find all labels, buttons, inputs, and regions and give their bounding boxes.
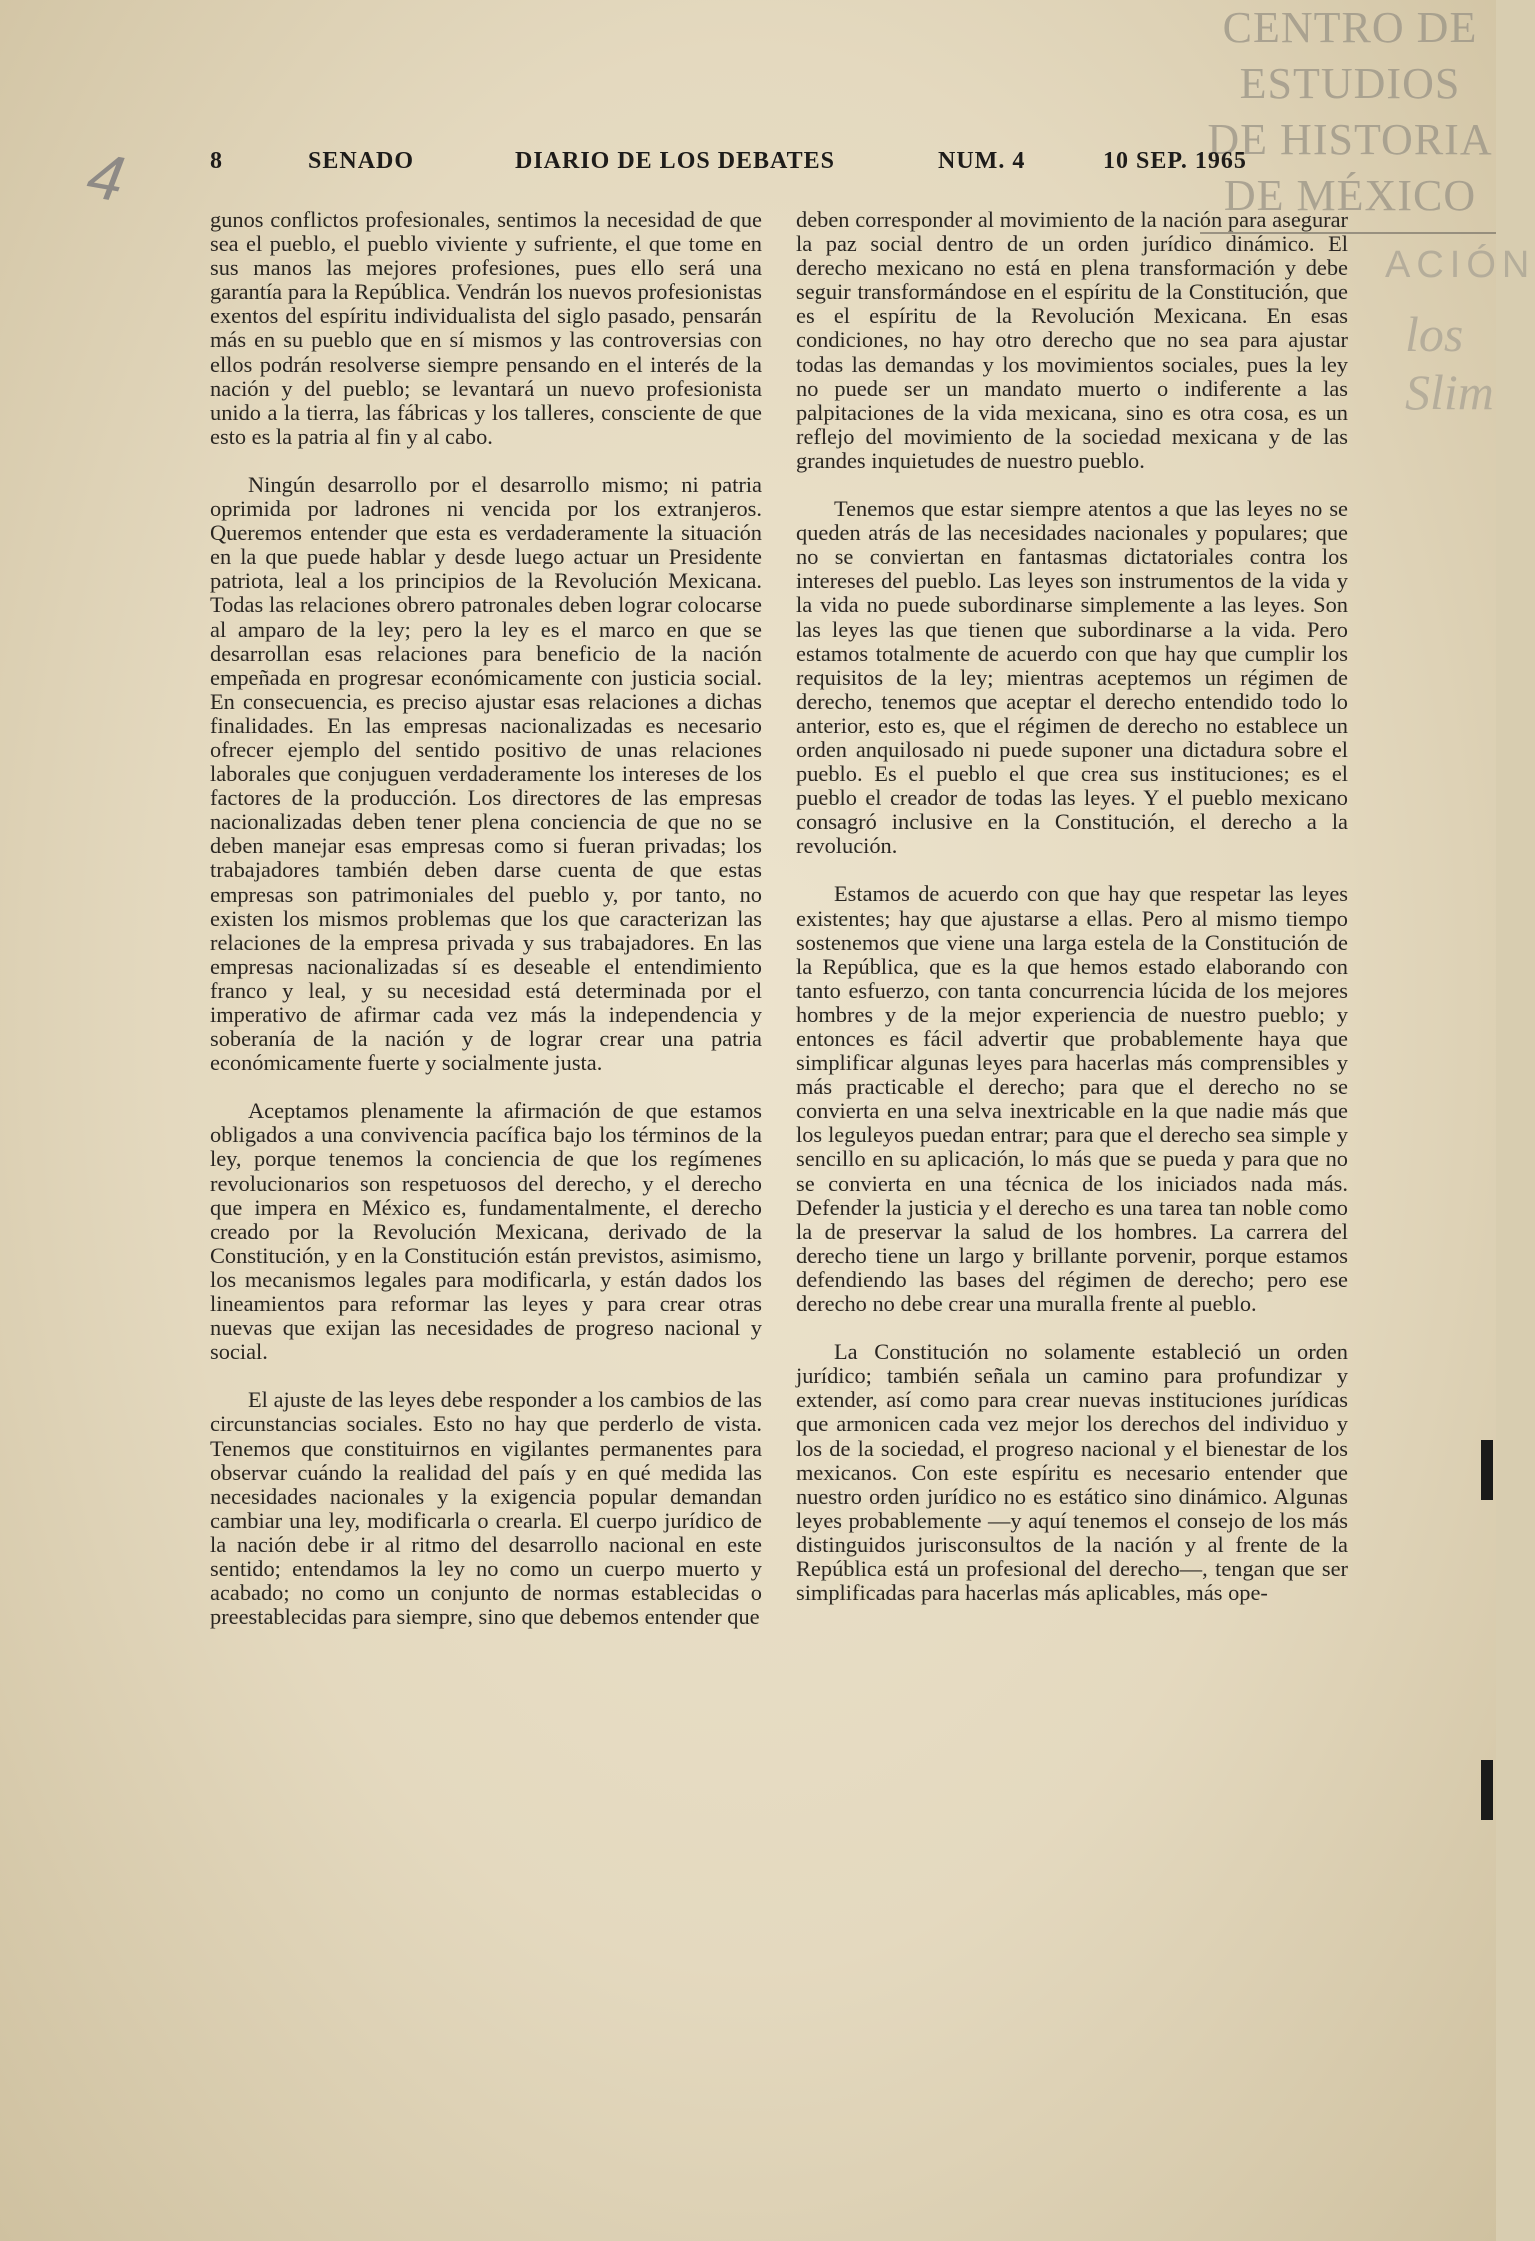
paragraph: deben corresponder al movimiento de la nación para asegurar la paz social dentro de un orden jurídico dinámico. El derecho mexicano no está en plena transformación y debe seguir transformándose en el espíritu de la Constitución, que es el espíritu de la Revolución Mexicana. En esas condiciones, no hay otro derecho que no sea para ajustar todas las demandas y los movimientos sociales, pues la ley no puede ser un mandato muerto o indiferente a las palpitaciones de la vida mexicana, sino es otra cosa, es un reflejo del movimiento de la sociedad mexicana y de las grandes inquietudes de nuestro pueblo. (796, 207, 1348, 473)
paragraph: La Constitución no solamente estableció un orden jurídico; también señala un camino para profundizar y extender, así como para crear nuevas instituciones jurídicas que armonicen cada vez mejor los derechos del individuo y los de la sociedad, el progreso nacional y el bienestar de los mexicanos. Con este espíritu es necesario entender que nuestro orden jurídico no es estático sino dinámico. Algunas leyes probablemente —y aquí tenemos el consejo de los más distinguidos jurisconsultos de la nación y al frente de la República está un profesional del derecho—, tengan que ser simplificadas para hacerlas más aplicables, más ope- (796, 1339, 1348, 1606)
pencil-mark: 4 (82, 138, 130, 216)
paragraph: Tenemos que estar siempre atentos a que las leyes no se queden atrás de las necesidades nacionales y populares; que no se conviertan en fantasmas dictatoriales contra los intereses del pueblo. Las leyes son instrumentos de la vida y la vida no puede subordinarse simplemente a las leyes. Son las leyes las que tienen que subordinarse a la vida. Pero estamos totalmente de acuerdo con que hay que cumplir los requisitos de la ley; mientras aceptemos un régimen de derecho, tenemos que aceptar el derecho entendido todo lo anterior, esto es, que el régimen de derecho no establece un orden anquilosado ni puede suponer una dictadura sobre el pueblo. Es el pueblo el que crea sus instituciones; es el pueblo el creador de todas las leyes. Y el pueblo mexicano consagró inclusive en la Constitución, el derecho a la revolución. (796, 496, 1348, 859)
issue-date: 10 SEP. 1965 (1103, 148, 1247, 174)
archive-watermark (1200, 0, 1500, 224)
page-number: 8 (210, 148, 223, 174)
scan-edge-mark (1481, 1440, 1493, 1500)
watermark-line: ESTUDIOS (1239, 59, 1461, 108)
paragraph: Aceptamos plenamente la afirmación de que estamos obligados a una convivencia pacífica bajo los términos de la ley, porque tenemos la conciencia de que los regímenes revolucionarios son respetuosos del derecho, y el derecho que impera en México es, fundamentalmente, el derecho creado por la Revolución Mexicana, derivado de la Constitución, y en la Constitución están previstos, asimismo, los mecanismos legales para modificarla, y están dados los lineamientos para reformar las leyes y para crear otras nuevas que exijan las necesidades de progreso nacional y social. (210, 1098, 762, 1365)
scan-edge-mark (1481, 1760, 1493, 1820)
page-header (210, 148, 1250, 182)
watermark-line: CENTRO DE (1222, 3, 1478, 52)
paragraph: El ajuste de las leyes debe responder a los cambios de las circunstancias sociales. Esto no hay que perderlo de vista. Tenemos que constituirnos en vigilantes permanentes para observar cuándo la realidad del país y en qué medida las necesidades nacionales y la exigencia popular demandan cambiar una ley, modificarla o crearla. El cuerpo jurídico de la nación debe ir al ritmo del desarrollo nacional en este sentido; entendamos la ley no como un cuerpo muerto y acabado; no como un conjunto de normas establecidas o preestablecidas para siempre, sino que debemos entender que (210, 1387, 762, 1630)
watermark-side-text: ACIÓN (1385, 244, 1535, 286)
left-column (210, 208, 762, 1629)
watermark-signature: los Slim (1405, 306, 1494, 420)
publication-title: DIARIO DE LOS DEBATES (515, 148, 835, 174)
watermark-line: DE MÉXICO (1223, 171, 1477, 220)
issue-number: NUM. 4 (938, 148, 1026, 174)
paragraph: Ningún desarrollo por el desarrollo mismo; ni patria oprimida por ladrones ni vencida por los extranjeros. Queremos entender que esta es verdaderamente la situación en la que puede hablar y desde luego actuar un Presidente patriota, leal a los principios de la Revolución Mexicana. Todas las relaciones obrero patronales deben lograr colocarse al amparo de la ley; pero la ley es el marco en que se desarrollan esas relaciones para beneficio de la nación empeñada en progresar económicamente con justicia social. En consecuencia, es preciso ajustar esas relaciones a dichas finalidades. En las empresas nacionalizadas es necesario ofrecer ejemplo del sentido positivo de unas relaciones laborales que conjuguen verdaderamente los intereses de los factores de la producción. Los directores de las empresas nacionalizadas deben tener plena conciencia de que no se deben manejar esas empresas como si fueran privadas; los trabajadores también deben darse cuenta de que estas empresas son patrimoniales del pueblo y, por tanto, no existen los mismos problemas que los que caracterizan las relaciones de la empresa privada y sus trabajadores. En las empresas nacionalizadas sí es deseable el entendimiento franco y leal, y su necesidad está determinada por el imperativo de afirmar cada vez más la independencia y soberanía de la nación y de lograr crear una patria económicamente fuerte y socialmente justa. (210, 471, 762, 1076)
right-column (796, 208, 1348, 1605)
paragraph: Estamos de acuerdo con que hay que respetar las leyes existentes; hay que ajustarse a ellas. Pero al mismo tiempo sostenemos que viene una larga estela de la Constitución de la República, que es la que hemos estado elaborando con tanto esfuerzo, con tanta concurrencia lúcida de los mejores hombres y de la mejor experiencia de nuestro pueblo; y entonces es fácil advertir que probablemente haya que simplificar algunas leyes para hacerlas más comprensibles y más practicable el derecho; para que el derecho no se convierta en una selva inextricable en la que nadie más que los leguleyos puedan entrar; para que el derecho sea simple y sencillo en su aplicación, lo más que se pueda y para que no se convierta en una técnica de los iniciados nada más. Defender la justicia y el derecho es una tarea tan noble como la de preservar la salud de los hombres. La carrera del derecho tiene un largo y brillante porvenir, porque estamos defendiendo las bases del régimen de derecho; pero ese derecho no debe crear una muralla frente al pueblo. (796, 881, 1348, 1317)
chamber-name: SENADO (308, 148, 415, 174)
watermark-line: DE HISTORIA (1207, 115, 1493, 164)
paragraph: gunos conflictos profesionales, sentimos la necesidad de que sea el pueblo, el pueblo viviente y sufriente, el que tome en sus manos las mejores profesiones, pues ello será una garantía para la República. Vendrán los nuevos profesionistas exentos del espíritu individualista del siglo pasado, pensarán más en su pueblo que en sí mismos y las controversias con ellos podrán resolverse siempre pensando en el interés de la nación y del pueblo; se levantará un nuevo profesionista unido a la tierra, las fábricas y los talleres, consciente de que esto es la patria al fin y al cabo. (210, 207, 762, 449)
